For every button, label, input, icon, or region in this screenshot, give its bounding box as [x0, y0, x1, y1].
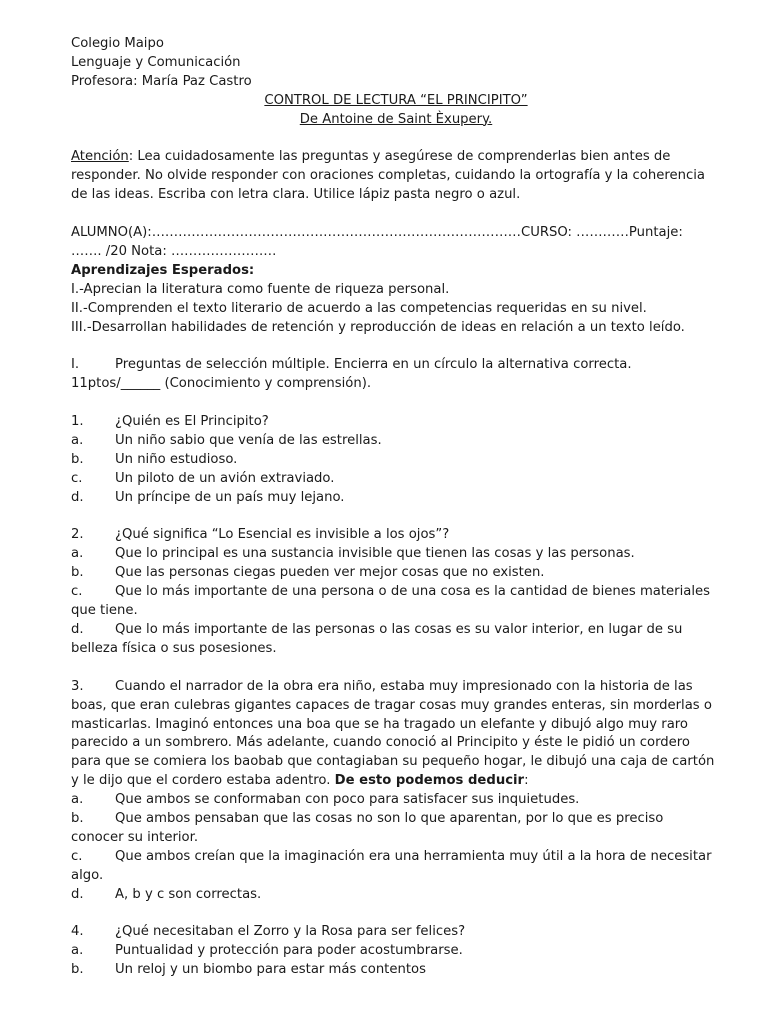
- question-text: ¿Qué significa “Lo Esencial es invisible a los ojos”?: [115, 527, 450, 543]
- option-letter: b.: [71, 962, 84, 978]
- document-page: [71, 35, 721, 980]
- author-dot: .: [488, 111, 493, 127]
- option-text: Un reloj y un biombo para estar más contentos: [115, 962, 426, 978]
- document-author: [71, 111, 721, 130]
- option-letter: a.: [71, 432, 84, 448]
- option-letter: b.: [71, 811, 84, 827]
- option-text: Que lo principal es una sustancia invisible que tienen las cosas y las personas.: [115, 546, 635, 562]
- option-text: Que lo más importante de las personas o las cosas es su valor interior, en lugar de su belleza física o sus posesiones.: [71, 622, 683, 656]
- section-number: I.: [71, 357, 80, 373]
- section-heading: [71, 356, 721, 375]
- option-text: Puntualidad y protección para poder acostumbrarse.: [115, 943, 463, 959]
- question-text: ¿Qué necesitaban el Zorro y la Rosa para ser felices?: [115, 924, 466, 940]
- option-text: conocer su interior.: [71, 829, 199, 845]
- question-4: [71, 923, 721, 942]
- option-b: [71, 810, 721, 829]
- subject-name: Lenguaje y Comunicación: [71, 54, 241, 70]
- question-tail: :: [524, 773, 529, 789]
- option-b: [71, 564, 721, 583]
- option-letter: b.: [71, 451, 84, 467]
- option-letter: b.: [71, 565, 84, 581]
- attention-paragraph: [71, 148, 721, 205]
- option-letter: d.: [71, 886, 84, 902]
- learning-heading: Aprendizajes Esperados:: [71, 262, 255, 278]
- option-text: Que lo más importante de una persona o de una cosa es la cantidad de bienes materiales que tiene.: [71, 584, 710, 619]
- document-title: [71, 92, 721, 111]
- option-letter: c.: [71, 584, 83, 600]
- option-a: [71, 545, 721, 564]
- section-points: 11ptos/______ (Conocimiento y comprensión).: [71, 376, 372, 392]
- question-text: ¿Quién es El Principito?: [115, 414, 269, 430]
- option-letter: d.: [71, 622, 84, 638]
- attention-text: : Lea cuidadosamente las preguntas y asegúrese de comprenderlas bien antes de responder. No olvide responder con oraciones completas, cuidando la ortografía y la coherencia de las ideas. Escriba con letra clara. Utilice lápiz pasta negro o azul.: [71, 149, 705, 203]
- option-d: [71, 621, 721, 659]
- option-a: [71, 791, 721, 810]
- option-c: [71, 848, 721, 886]
- question-emphasis: De esto podemos deducir: [334, 773, 525, 789]
- question-number: 1.: [71, 414, 84, 430]
- score-line: ……. /20 Nota: ……………………: [71, 243, 277, 259]
- option-text: Un príncipe de un país muy lejano.: [115, 489, 345, 505]
- option-a: [71, 942, 721, 961]
- question-number: 2.: [71, 527, 84, 543]
- author-text: De Antoine de Saint Èxupery: [299, 111, 489, 127]
- learning-item: III.-Desarrollan habilidades de retención y reproducción de ideas en relación a un texto leído.: [71, 319, 685, 335]
- learning-item: I.-Aprecian la literatura como fuente de riqueza personal.: [71, 281, 450, 297]
- title-text: CONTROL DE LECTURA “EL PRINCIPITO”: [264, 92, 528, 108]
- teacher-name: Profesora: María Paz Castro: [71, 73, 252, 89]
- option-letter: a.: [71, 943, 84, 959]
- option-text: Que ambos se conformaban con poco para satisfacer sus inquietudes.: [115, 792, 580, 808]
- question-3: [71, 678, 721, 791]
- option-b-continued: [71, 829, 721, 848]
- option-text: Un piloto de un avión extraviado.: [115, 470, 335, 486]
- question-text: Cuando el narrador de la obra era niño, estaba muy impresionado con la historia de las boas, que eran culebras gigantes capaces de tragar cosas muy grandes enteras, sin morderlas o masticarlas. Imaginó entonces una boa que se ha tragado un elefante y dibujó algo muy raro parecido a un sombrero. Más adelante, cuando conoció al Principito y éste le pidió un cordero para que se comiera los baobab que contagiaban su pequeño hogar, le dibujó una caja de cartón y le dijo que el cordero estaba adentro.: [71, 678, 715, 789]
- question-number: 4.: [71, 924, 84, 940]
- option-letter: a.: [71, 792, 84, 808]
- option-text: A, b y c son correctas.: [115, 886, 262, 902]
- section-title: Preguntas de selección múltiple. Encierra en un círculo la alternativa correcta.: [115, 357, 632, 373]
- question-2: [71, 526, 721, 545]
- learning-item: II.-Comprenden el texto literario de acuerdo a las competencias requeridas en su nivel.: [71, 300, 647, 316]
- student-info-line: ALUMNO(A):…………………………………………………………………………CURSO: …………Puntaje:: [71, 225, 683, 241]
- school-name: Colegio Maipo: [71, 36, 164, 51]
- option-text: Que ambos creían que la imaginación era una herramienta muy útil a la hora de necesitar algo.: [71, 848, 712, 883]
- option-letter: d.: [71, 489, 84, 505]
- option-c: [71, 583, 721, 621]
- option-text: Que las personas ciegas pueden ver mejor cosas que no existen.: [115, 565, 545, 581]
- question-1: [71, 413, 721, 432]
- attention-label: Atención: [71, 149, 129, 165]
- option-c: [71, 470, 721, 489]
- option-letter: c.: [71, 470, 83, 486]
- option-text: Que ambos pensaban que las cosas no son lo que aparentan, por lo que es preciso: [115, 811, 664, 827]
- question-number: 3.: [71, 678, 84, 694]
- option-d: [71, 886, 721, 905]
- option-text: Un niño estudioso.: [115, 451, 238, 467]
- option-b: [71, 961, 721, 980]
- option-letter: a.: [71, 546, 84, 562]
- option-a: [71, 432, 721, 451]
- option-b: [71, 451, 721, 470]
- option-letter: c.: [71, 848, 83, 864]
- option-d: [71, 489, 721, 508]
- option-text: Un niño sabio que venía de las estrellas.: [115, 432, 382, 448]
